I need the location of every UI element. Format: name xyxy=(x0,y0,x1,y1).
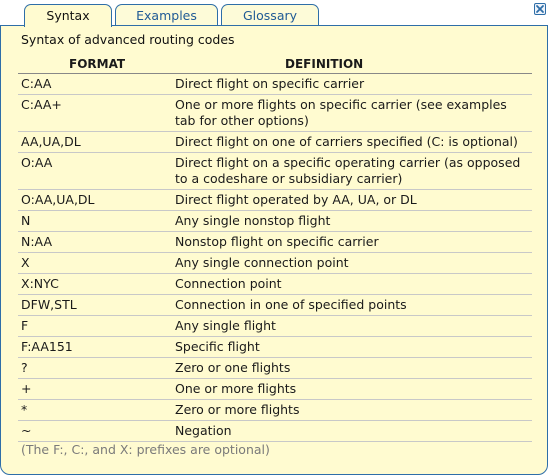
format-cell: ~ xyxy=(18,421,169,442)
definition-cell: Direct flight on a specific operating carrier (as opposed to a codeshare or subsidiary carrier) xyxy=(169,153,532,190)
definition-cell: Direct flight on one of carriers specified (C: is optional) xyxy=(169,132,532,153)
definition-cell: Connection in one of specified points xyxy=(169,295,532,316)
format-cell: ? xyxy=(18,358,169,379)
table-row xyxy=(18,132,532,153)
format-cell: F:AA151 xyxy=(18,337,169,358)
tab-syntax[interactable]: Syntax xyxy=(24,4,112,27)
syntax-table xyxy=(18,55,532,442)
table-row xyxy=(18,400,532,421)
definition-cell: Any single connection point xyxy=(169,253,532,274)
table-row xyxy=(18,295,532,316)
format-cell: O:AA xyxy=(18,153,169,190)
definition-cell: Zero or more flights xyxy=(169,400,532,421)
definition-cell: Connection point xyxy=(169,274,532,295)
table-row xyxy=(18,274,532,295)
definition-cell: Nonstop flight on specific carrier xyxy=(169,232,532,253)
definition-cell: Zero or one flights xyxy=(169,358,532,379)
table-row xyxy=(18,379,532,400)
tab-bar xyxy=(0,0,550,25)
table-header-row xyxy=(18,55,532,74)
definition-cell: Any single flight xyxy=(169,316,532,337)
tab-examples[interactable]: Examples xyxy=(115,4,218,26)
definition-cell: Direct flight on specific carrier xyxy=(169,74,532,95)
format-cell: AA,UA,DL xyxy=(18,132,169,153)
definition-cell: Specific flight xyxy=(169,337,532,358)
format-cell: DFW,STL xyxy=(18,295,169,316)
prefix-note: (The F:, C:, and X: prefixes are optional) xyxy=(21,442,270,457)
table-row xyxy=(18,253,532,274)
table-row xyxy=(18,358,532,379)
format-cell: N:AA xyxy=(18,232,169,253)
table-row xyxy=(18,316,532,337)
format-cell: O:AA,UA,DL xyxy=(18,190,169,211)
format-cell: C:AA xyxy=(18,74,169,95)
definition-cell: Any single nonstop flight xyxy=(169,211,532,232)
table-row xyxy=(18,421,532,442)
tab-glossary[interactable]: Glossary xyxy=(221,4,319,26)
definition-cell: Direct flight operated by AA, UA, or DL xyxy=(169,190,532,211)
format-cell: + xyxy=(18,379,169,400)
format-cell: X:NYC xyxy=(18,274,169,295)
table-row xyxy=(18,190,532,211)
close-x-icon xyxy=(535,4,545,14)
table-row xyxy=(18,95,532,132)
format-cell: F xyxy=(18,316,169,337)
definition-cell: One or more flights xyxy=(169,379,532,400)
syntax-panel xyxy=(0,25,548,475)
format-column-header: FORMAT xyxy=(18,55,169,74)
table-row xyxy=(18,153,532,190)
definition-cell: One or more flights on specific carrier (see examples tab for other options) xyxy=(169,95,532,132)
table-row xyxy=(18,74,532,95)
close-button[interactable] xyxy=(534,3,546,15)
table-row xyxy=(18,337,532,358)
definition-column-header: DEFINITION xyxy=(169,55,532,74)
definition-cell: Negation xyxy=(169,421,532,442)
format-cell: N xyxy=(18,211,169,232)
panel-subtitle: Syntax of advanced routing codes xyxy=(21,32,235,47)
format-cell: C:AA+ xyxy=(18,95,169,132)
format-cell: * xyxy=(18,400,169,421)
table-row xyxy=(18,232,532,253)
table-row xyxy=(18,211,532,232)
format-cell: X xyxy=(18,253,169,274)
